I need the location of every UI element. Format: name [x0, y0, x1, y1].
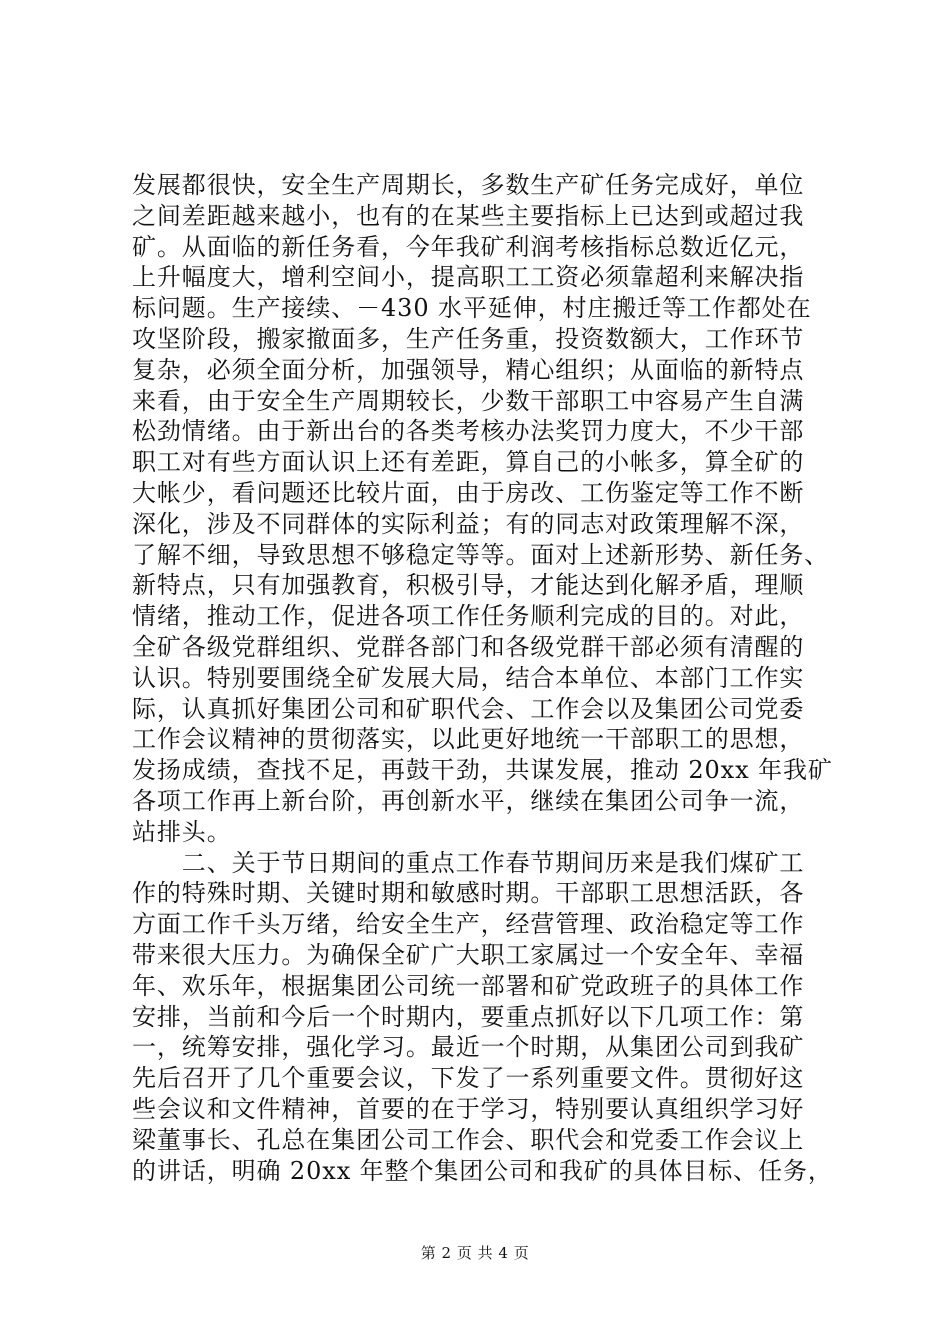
page-footer	[0, 1242, 950, 1263]
text-line: 站排头。	[132, 817, 232, 846]
text-line: 先后召开了几个重要会议，下发了一系列重要文件。贯彻好这	[132, 1064, 805, 1093]
text-line: 大帐少，看问题还比较片面，由于房改、工伤鉴定等工作不断	[132, 478, 805, 507]
text-line: 来看，由于安全生产周期较长，少数干部职工中容易产生自满	[132, 386, 805, 415]
text-line: 深化，涉及不同群体的实际利益；有的同志对政策理解不深，	[132, 509, 805, 538]
text-line: 标问题。生产接续、－430 水平延伸，村庄搬迁等工作都处在	[132, 294, 812, 323]
text-line: 复杂，必须全面分析，加强领导，精心组织；从面临的新特点	[132, 355, 805, 384]
text-line: 松劲情绪。由于新出台的各类考核办法奖罚力度大，不少干部	[132, 417, 805, 446]
text-line: 全矿各级党群组织、党群各部门和各级党群干部必须有清醒的	[132, 632, 805, 661]
text-line: 作的特殊时期、关键时期和敏感时期。干部职工思想活跃，各	[132, 879, 805, 908]
text-line: 二、关于节日期间的重点工作春节期间历来是我们煤矿工	[132, 848, 805, 877]
text-line: 的讲话，明确 20xx 年整个集团公司和我矿的具体目标、任务，	[132, 1156, 833, 1185]
text-line: 年、欢乐年，根据集团公司统一部署和矿党政班子的具体工作	[132, 971, 805, 1000]
text-line: 梁董事长、孔总在集团公司工作会、职代会和党委工作会议上	[132, 1125, 805, 1154]
text-line: 安排，当前和今后一个时期内，要重点抓好以下几项工作：第	[132, 1002, 805, 1031]
text-line: 带来很大压力。为确保全矿广大职工家属过一个安全年、幸福	[132, 940, 805, 969]
text-line: 发扬成绩，查找不足，再鼓干劲，共谋发展，推动 20xx 年我矿	[132, 756, 833, 785]
text-line: 攻坚阶段，搬家撤面多，生产任务重，投资数额大，工作环节	[132, 324, 805, 353]
text-line: 方面工作千头万绪，给安全生产，经营管理、政治稳定等工作	[132, 910, 805, 939]
page-number: 第 2 页 共 4 页	[420, 1244, 530, 1262]
text-line: 情绪，推动工作，促进各项工作任务顺利完成的目的。对此，	[132, 602, 805, 631]
body-text	[132, 170, 832, 1186]
text-line: 了解不细，导致思想不够稳定等等。面对上述新形势、新任务、	[132, 540, 830, 569]
text-line: 些会议和文件精神，首要的在于学习，特别要认真组织学习好	[132, 1094, 805, 1123]
text-line: 各项工作再上新台阶，再创新水平，继续在集团公司争一流，	[132, 786, 805, 815]
text-line: 工作会议精神的贯彻落实，以此更好地统一干部职工的思想，	[132, 725, 805, 754]
text-line: 之间差距越来越小，也有的在某些主要指标上已达到或超过我	[132, 201, 805, 230]
text-line: 新特点，只有加强教育，积极引导，才能达到化解矛盾，理顺	[132, 571, 805, 600]
text-line: 发展都很快，安全生产周期长，多数生产矿任务完成好，单位	[132, 171, 805, 199]
text-line: 上升幅度大，增利空间小，提高职工工资必须靠超利来解决指	[132, 263, 805, 292]
text-line: 矿。从面临的新任务看，今年我矿利润考核指标总数近亿元，	[132, 232, 805, 261]
text-line: 际，认真抓好集团公司和矿职代会、工作会以及集团公司党委	[132, 694, 805, 723]
text-line: 认识。特别要围绕全矿发展大局，结合本单位、本部门工作实	[132, 663, 805, 692]
text-line: 职工对有些方面认识上还有差距，算自己的小帐多，算全矿的	[132, 448, 805, 477]
text-line: 一，统筹安排，强化学习。最近一个时期，从集团公司到我矿	[132, 1033, 805, 1062]
